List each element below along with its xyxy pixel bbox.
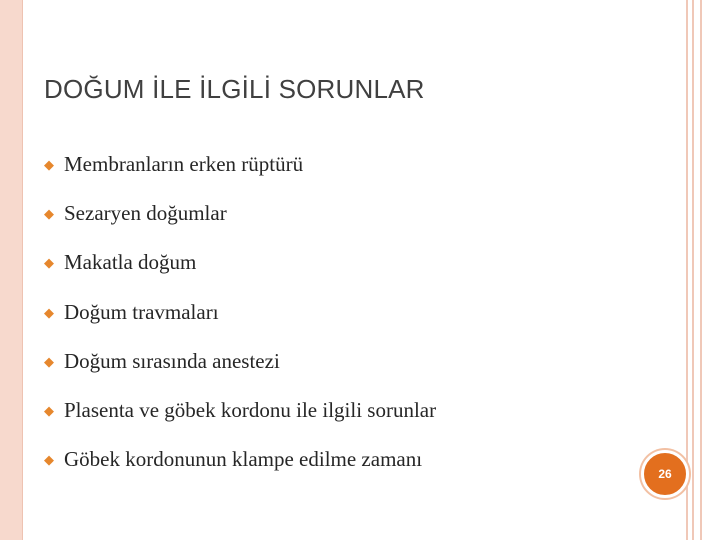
bullet-item bbox=[44, 337, 436, 386]
bullet-list bbox=[44, 140, 436, 484]
orange-diamond-bullet-icon: ◆ bbox=[44, 206, 54, 222]
right-decorative-line bbox=[686, 0, 688, 540]
page-number: 26 bbox=[658, 467, 672, 481]
left-decorative-line bbox=[22, 0, 23, 540]
bullet-item bbox=[44, 140, 436, 189]
bullet-item bbox=[44, 238, 436, 287]
orange-diamond-bullet-icon: ◆ bbox=[44, 403, 54, 419]
bullet-text: Makatla doğum bbox=[64, 250, 197, 275]
bullet-item bbox=[44, 435, 436, 484]
orange-diamond-bullet-icon: ◆ bbox=[44, 353, 54, 369]
orange-diamond-bullet-icon: ◆ bbox=[44, 157, 54, 173]
bullet-item bbox=[44, 386, 436, 435]
right-decorative-line bbox=[692, 0, 694, 540]
page-number-badge bbox=[641, 450, 689, 498]
bullet-text: Plasenta ve göbek kordonu ile ilgili sorunlar bbox=[64, 398, 437, 423]
bullet-text: Sezaryen doğumlar bbox=[64, 201, 227, 226]
right-decorative-line bbox=[700, 0, 702, 540]
bullet-text: Doğum sırasında anestezi bbox=[64, 348, 280, 373]
orange-diamond-bullet-icon: ◆ bbox=[44, 304, 54, 320]
bullet-item bbox=[44, 189, 436, 238]
bullet-text: Göbek kordonunun klampe edilme zamanı bbox=[64, 447, 423, 472]
left-decorative-band bbox=[0, 0, 22, 540]
orange-diamond-bullet-icon: ◆ bbox=[44, 255, 54, 271]
slide-title: DOĞUM İLE İLGİLİ SORUNLAR bbox=[44, 74, 425, 104]
bullet-text: Doğum travmaları bbox=[64, 299, 219, 324]
bullet-text: Membranların erken rüptürü bbox=[64, 152, 304, 177]
orange-diamond-bullet-icon: ◆ bbox=[44, 452, 54, 468]
bullet-item bbox=[44, 288, 436, 337]
